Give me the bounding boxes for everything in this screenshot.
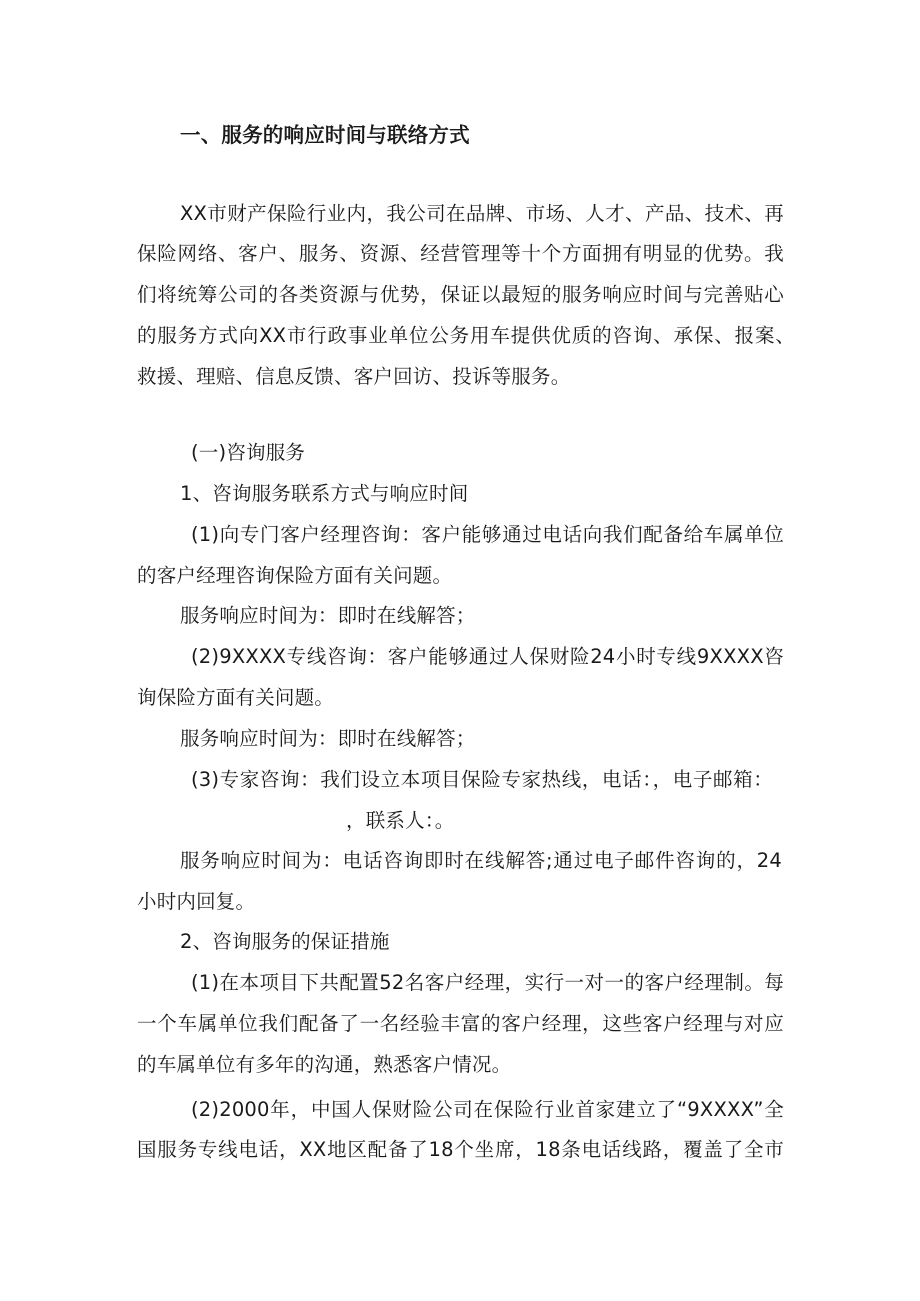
response-time: 服务响应时间为：即时在线解答；: [180, 727, 476, 750]
response-time: 服务响应时间为：电话咨询即时在线解答;通过电子邮件咨询的，24: [180, 849, 782, 872]
measure-line: (1)在本项目下共配置52名客户经理，实行一对一的客户经理制。每: [191, 971, 784, 994]
subsection-title: 1、咨询服务联系方式与响应时间: [180, 482, 469, 505]
item-line: (3)专家咨询：我们设立本项目保险专家热线，电话：，电子邮箱：: [191, 768, 773, 791]
intro-line: 们将统筹公司的各类资源与优势，保证以最短的服务响应时间与完善贴心: [137, 283, 784, 306]
intro-line: 的服务方式向XX市行政事业单位公务用车提供优质的咨询、承保、报案、: [137, 324, 795, 347]
item-line: (2)9XXXX专线咨询：客户能够通过人保财险24小时专线9XXXX咨: [191, 645, 784, 668]
intro-line: 保险网络、客户、服务、资源、经营管理等十个方面拥有明显的优势。我: [137, 242, 784, 265]
response-time: 服务响应时间为：即时在线解答；: [180, 604, 476, 627]
measure-line: 国服务专线电话，XX地区配备了18个坐席，18条电话线路，覆盖了全市: [137, 1138, 784, 1161]
measure-line: 一个车属单位我们配备了一名经验丰富的客户经理，这些客户经理与对应: [137, 1012, 784, 1035]
item-line: 的客户经理咨询保险方面有关问题。: [137, 564, 453, 587]
item-line: 询保险方面有关问题。: [137, 686, 335, 709]
item-line: (1)向专门客户经理咨询：客户能够通过电话向我们配备给车属单位: [191, 523, 784, 546]
section-heading: 一、服务的响应时间与联络方式: [180, 123, 470, 147]
subsection-title: (一)咨询服务: [191, 441, 306, 464]
subsection-title: 2、咨询服务的保证措施: [180, 930, 390, 953]
intro-line: 救援、理赔、信息反馈、客户回访、投诉等服务。: [137, 365, 571, 388]
item-line: ，联系人：。: [346, 809, 455, 832]
intro-line: XX市财产保险行业内，我公司在品牌、市场、人才、产品、技术、再: [180, 202, 784, 225]
measure-line: 的车属单位有多年的沟通，熟悉客户情况。: [137, 1053, 512, 1076]
measure-line: (2)2000年，中国人保财险公司在保险行业首家建立了“9XXXX”全: [191, 1098, 784, 1121]
response-time: 小时内回复。: [137, 890, 256, 913]
